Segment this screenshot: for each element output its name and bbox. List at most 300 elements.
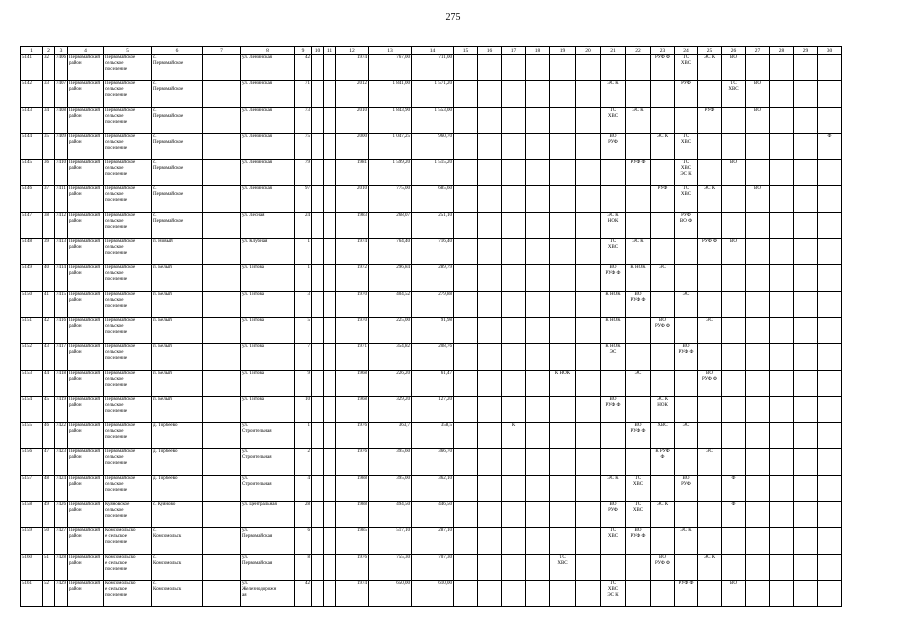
table-cell-col-11 (324, 212, 336, 238)
table-cell-col-11 (324, 475, 336, 501)
table-cell-col-30 (818, 55, 842, 81)
table-cell-col-22: ЭС К (626, 239, 651, 265)
table-cell-col-25 (698, 160, 722, 186)
table-row (21, 554, 842, 580)
table-cell-col-30 (818, 212, 842, 238)
table-cell-col-22 (626, 344, 651, 370)
table-cell-col-24 (675, 239, 698, 265)
table-cell-col-19 (550, 265, 576, 291)
table-cell-col-17 (502, 186, 526, 212)
table-cell-col-3: 7407 (55, 81, 68, 107)
table-cell-col-22: РУФ Ф (626, 160, 651, 186)
table-cell-col-15 (454, 423, 478, 449)
table-cell-col-12: 1974 (336, 55, 369, 81)
table-cell-col-16 (478, 239, 502, 265)
table-cell-col-9: 75 (295, 133, 312, 159)
table-cell-col-5: Первомайское сельское поселение (104, 212, 152, 238)
table-cell-col-28 (770, 107, 794, 133)
table-cell-col-22 (626, 317, 651, 343)
table-cell-col-12: 1988 (336, 475, 369, 501)
table-cell-col-21: ВО РУФ Ф (601, 396, 626, 422)
table-cell-col-20 (576, 449, 601, 475)
table-cell-col-2: 49 (43, 502, 55, 528)
table-cell-col-14: 366,70 (412, 449, 454, 475)
table-cell-col-13: 395,60 (369, 449, 412, 475)
table-row (21, 133, 842, 159)
table-cell-col-30 (818, 81, 842, 107)
table-cell-col-5: Первомайское сельское поселение (104, 81, 152, 107)
table-cell-col-12: 1968 (336, 396, 369, 422)
table-cell-col-29 (794, 370, 818, 396)
table-cell-col-1: 5145 (21, 160, 43, 186)
table-cell-col-23 (651, 107, 675, 133)
table-cell-col-4: Первомайский район (68, 186, 104, 212)
table-cell-col-12: 1974 (336, 580, 369, 606)
column-header-20: 20 (576, 47, 601, 55)
table-cell-col-23: ЭС К (651, 502, 675, 528)
table-cell-col-20 (576, 475, 601, 501)
table-cell-col-19 (550, 528, 576, 554)
table-cell-col-9: 1 (295, 423, 312, 449)
table-cell-col-16 (478, 370, 502, 396)
table-cell-col-16 (478, 212, 502, 238)
table-cell-col-4: Первомайский район (68, 475, 104, 501)
table-cell-col-24: ВО РУФ (675, 475, 698, 501)
table-cell-col-25 (698, 475, 722, 501)
table-cell-col-5: Первомайское сельское поселение (104, 55, 152, 81)
table-cell-col-5: Первомайское сельское поселение (104, 107, 152, 133)
table-cell-col-2: 40 (43, 265, 55, 291)
table-cell-col-2: 37 (43, 186, 55, 212)
table-cell-col-23: РУФ (651, 186, 675, 212)
table-cell-col-29 (794, 133, 818, 159)
table-cell-col-5: Первомайское сельское поселение (104, 186, 152, 212)
table-cell-col-17 (502, 55, 526, 81)
table-cell-col-28 (770, 186, 794, 212)
table-cell-col-15 (454, 81, 478, 107)
table-cell-col-25 (698, 81, 722, 107)
table-cell-col-5: Первомайское сельское поселение (104, 449, 152, 475)
table-cell-col-8: ул. Строительная (241, 475, 295, 501)
table-cell-col-6: с. Первомайское (152, 133, 203, 159)
table-cell-col-13: 296,84 (369, 265, 412, 291)
table-cell-col-30 (818, 344, 842, 370)
table-cell-col-14: 446,50 (412, 502, 454, 528)
column-header-10: 10 (312, 47, 324, 55)
table-row (21, 107, 842, 133)
table-cell-col-7 (203, 55, 241, 81)
table-cell-col-4: Первомайский район (68, 107, 104, 133)
table-cell-col-22: ВО РУФ Ф (626, 528, 651, 554)
column-header-23: 23 (651, 47, 675, 55)
table-cell-col-20 (576, 423, 601, 449)
table-cell-col-2: 35 (43, 133, 55, 159)
table-cell-col-18 (526, 502, 550, 528)
column-header-8: 8 (241, 47, 295, 55)
table-cell-col-8: ул. Ленинская (241, 81, 295, 107)
table-cell-col-13: 764,40 (369, 239, 412, 265)
table-cell-col-29 (794, 396, 818, 422)
table-cell-col-14: 1 515,20 (412, 160, 454, 186)
table-cell-col-18 (526, 160, 550, 186)
table-cell-col-4: Первомайский район (68, 212, 104, 238)
table-cell-col-28 (770, 528, 794, 554)
table-cell-col-2: 45 (43, 396, 55, 422)
table-cell-col-19 (550, 317, 576, 343)
table-cell-col-8: ул. Лесная (241, 212, 295, 238)
table-cell-col-14: 208,76 (412, 344, 454, 370)
table-cell-col-6: с. Комсомольск (152, 528, 203, 554)
table-cell-col-10 (312, 212, 324, 238)
table-cell-col-25: ЭС К (698, 186, 722, 212)
table-cell-col-3: 7412 (55, 212, 68, 238)
table-cell-col-10 (312, 291, 324, 317)
table-cell-col-7 (203, 317, 241, 343)
table-cell-col-14: 711,00 (412, 55, 454, 81)
table-cell-col-26: ВО (722, 55, 746, 81)
table-cell-col-17 (502, 160, 526, 186)
table-cell-col-1: 5158 (21, 502, 43, 528)
table-cell-col-26: Ф (722, 475, 746, 501)
table-cell-col-21: К НОК (601, 317, 626, 343)
table-cell-col-10 (312, 344, 324, 370)
table-cell-col-15 (454, 370, 478, 396)
table-cell-col-1: 5144 (21, 133, 43, 159)
table-cell-col-10 (312, 370, 324, 396)
table-cell-col-23 (651, 239, 675, 265)
table-cell-col-8: ул. Титова (241, 396, 295, 422)
table-cell-col-15 (454, 107, 478, 133)
table-cell-col-10 (312, 265, 324, 291)
table-cell-col-15 (454, 55, 478, 81)
table-cell-col-11 (324, 502, 336, 528)
table-cell-col-9: 97 (295, 186, 312, 212)
table-cell-col-18 (526, 580, 550, 606)
table-cell-col-25 (698, 396, 722, 422)
table-cell-col-1: 5160 (21, 554, 43, 580)
table-cell-col-22 (626, 554, 651, 580)
table-cell-col-23: ХВС (651, 423, 675, 449)
table-cell-col-14: 358,5 (412, 423, 454, 449)
table-cell-col-3: 7414 (55, 265, 68, 291)
table-cell-col-20 (576, 107, 601, 133)
table-cell-col-13: 329,20 (369, 396, 412, 422)
table-cell-col-10 (312, 502, 324, 528)
table-cell-col-9: 7 (295, 344, 312, 370)
column-header-28: 28 (770, 47, 794, 55)
table-cell-col-15 (454, 344, 478, 370)
table-cell-col-24: ЭС К (675, 528, 698, 554)
table-cell-col-30 (818, 291, 842, 317)
table-cell-col-28 (770, 344, 794, 370)
table-cell-col-25 (698, 502, 722, 528)
table-cell-col-11 (324, 396, 336, 422)
table-cell-col-27 (746, 265, 770, 291)
table-cell-col-16 (478, 107, 502, 133)
table-cell-col-4: Первомайский район (68, 423, 104, 449)
table-cell-col-8: ул. Строительная (241, 449, 295, 475)
table-cell-col-15 (454, 212, 478, 238)
table-cell-col-24: ТС ХВС (675, 55, 698, 81)
column-header-30: 30 (818, 47, 842, 55)
table-cell-col-28 (770, 396, 794, 422)
table-cell-col-11 (324, 528, 336, 554)
table-cell-col-14: 1 571,20 (412, 81, 454, 107)
table-cell-col-20 (576, 528, 601, 554)
table-cell-col-1: 5150 (21, 291, 43, 317)
table-cell-col-14: 716,40 (412, 239, 454, 265)
table-cell-col-27 (746, 423, 770, 449)
table-cell-col-8: ул. Железнодорожн ая (241, 580, 295, 606)
table-cell-col-25 (698, 528, 722, 554)
table-cell-col-19 (550, 55, 576, 81)
table-cell-col-26 (722, 554, 746, 580)
table-cell-col-19 (550, 160, 576, 186)
table-cell-col-11 (324, 449, 336, 475)
table-cell-col-22 (626, 449, 651, 475)
table-cell-col-17 (502, 475, 526, 501)
table-cell-col-26 (722, 212, 746, 238)
table-row (21, 423, 842, 449)
table-cell-col-22 (626, 55, 651, 81)
table-cell-col-13: 1 843,90 (369, 107, 412, 133)
table-cell-col-13: 1 599,20 (369, 160, 412, 186)
table-cell-col-7 (203, 160, 241, 186)
table-cell-col-30 (818, 186, 842, 212)
table-cell-col-17 (502, 81, 526, 107)
table-cell-col-19 (550, 580, 576, 606)
table-cell-col-15 (454, 580, 478, 606)
table-cell-col-25 (698, 291, 722, 317)
table-cell-col-17 (502, 239, 526, 265)
table-cell-col-25 (698, 133, 722, 159)
table-cell-col-19 (550, 107, 576, 133)
table-cell-col-23 (651, 370, 675, 396)
table-cell-col-3: 7415 (55, 291, 68, 317)
table-cell-col-10 (312, 133, 324, 159)
table-cell-col-11 (324, 344, 336, 370)
table-cell-col-12: 1988 (336, 502, 369, 528)
table-cell-col-30 (818, 475, 842, 501)
table-row (21, 370, 842, 396)
table-cell-col-16 (478, 449, 502, 475)
table-cell-col-10 (312, 423, 324, 449)
table-cell-col-5: Первомайское сельское поселение (104, 291, 152, 317)
table-cell-col-29 (794, 81, 818, 107)
table-cell-col-11 (324, 317, 336, 343)
table-cell-col-21 (601, 370, 626, 396)
table-cell-col-17 (502, 107, 526, 133)
table-cell-col-16 (478, 186, 502, 212)
table-cell-col-4: Первомайский район (68, 160, 104, 186)
table-cell-col-15 (454, 160, 478, 186)
table-cell-col-10 (312, 396, 324, 422)
table-cell-col-26 (722, 265, 746, 291)
table-cell-col-8: ул. Ленинская (241, 55, 295, 81)
table-cell-col-27 (746, 396, 770, 422)
table-cell-col-19 (550, 133, 576, 159)
table-cell-col-15 (454, 265, 478, 291)
table-cell-col-9: 4 (295, 475, 312, 501)
table-cell-col-24 (675, 265, 698, 291)
table-cell-col-1: 5155 (21, 423, 43, 449)
table-cell-col-10 (312, 317, 324, 343)
table-cell-col-5: Первомайское сельское поселение (104, 370, 152, 396)
table-cell-col-6: с. Комсомольск (152, 580, 203, 606)
table-cell-col-12: 2012 (336, 81, 369, 107)
table-cell-col-2: 42 (43, 317, 55, 343)
table-cell-col-3: 7408 (55, 107, 68, 133)
table-cell-col-21: ЭС К НОК (601, 212, 626, 238)
table-cell-col-8: ул. Титова (241, 291, 295, 317)
table-cell-col-28 (770, 554, 794, 580)
table-cell-col-20 (576, 554, 601, 580)
table-cell-col-16 (478, 475, 502, 501)
table-cell-col-27 (746, 475, 770, 501)
table-cell-col-24: ТС ХВС ЭС К (675, 160, 698, 186)
table-cell-col-3: 7424 (55, 475, 68, 501)
table-cell-col-3: 7413 (55, 239, 68, 265)
table-cell-col-13: 226,20 (369, 370, 412, 396)
table-cell-col-21 (601, 160, 626, 186)
column-header-11: 11 (324, 47, 336, 55)
table-cell-col-12: 1970 (336, 291, 369, 317)
table-cell-col-29 (794, 554, 818, 580)
table-cell-col-17 (502, 580, 526, 606)
table-cell-col-18 (526, 317, 550, 343)
table-cell-col-3: 7410 (55, 160, 68, 186)
table-cell-col-26: ВО (722, 580, 746, 606)
table-row (21, 344, 842, 370)
table-cell-col-29 (794, 423, 818, 449)
table-cell-col-28 (770, 133, 794, 159)
table-cell-col-25: ЭС К (698, 554, 722, 580)
table-cell-col-3: 7427 (55, 528, 68, 554)
table-cell-col-8: ул. Ленинская (241, 107, 295, 133)
table-cell-col-8: ул. Титова (241, 344, 295, 370)
table-cell-col-28 (770, 580, 794, 606)
table-cell-col-26: ТС ХВС (722, 81, 746, 107)
table-cell-col-12: 1976 (336, 554, 369, 580)
table-cell-col-23 (651, 81, 675, 107)
table-cell-col-3: 7411 (55, 186, 68, 212)
table-cell-col-13: 404,52 (369, 291, 412, 317)
table-cell-col-7 (203, 186, 241, 212)
table-cell-col-9: 2 (295, 449, 312, 475)
table-cell-col-13: 363,7 (369, 423, 412, 449)
table-cell-col-24 (675, 449, 698, 475)
table-cell-col-17 (502, 265, 526, 291)
table-cell-col-18 (526, 344, 550, 370)
table-cell-col-29 (794, 55, 818, 81)
table-cell-col-30 (818, 423, 842, 449)
table-cell-col-21: ВО РУФ Ф (601, 265, 626, 291)
column-header-24: 24 (675, 47, 698, 55)
table-cell-col-18 (526, 449, 550, 475)
table-cell-col-28 (770, 449, 794, 475)
table-cell-col-24 (675, 554, 698, 580)
table-cell-col-29 (794, 580, 818, 606)
table-cell-col-8: ул. Центральная (241, 502, 295, 528)
table-cell-col-18 (526, 239, 550, 265)
table-cell-col-16 (478, 528, 502, 554)
table-cell-col-9: 24 (295, 212, 312, 238)
table-cell-col-29 (794, 107, 818, 133)
table-cell-col-26 (722, 291, 746, 317)
table-cell-col-24: ЭС (675, 291, 698, 317)
table-cell-col-22 (626, 186, 651, 212)
table-cell-col-22 (626, 81, 651, 107)
table-cell-col-2: 33 (43, 81, 55, 107)
table-cell-col-2: 51 (43, 554, 55, 580)
table-cell-col-4: Первомайский район (68, 317, 104, 343)
table-cell-col-17 (502, 449, 526, 475)
table-cell-col-2: 34 (43, 107, 55, 133)
table-cell-col-18 (526, 291, 550, 317)
table-cell-col-4: Первомайский район (68, 396, 104, 422)
registry-table (20, 46, 842, 607)
table-cell-col-18 (526, 475, 550, 501)
table-cell-col-20 (576, 502, 601, 528)
table-cell-col-11 (324, 370, 336, 396)
table-cell-col-18 (526, 107, 550, 133)
table-cell-col-8: ул. Титова (241, 265, 295, 291)
table-cell-col-9: 73 (295, 107, 312, 133)
table-cell-col-26: Ф (722, 502, 746, 528)
table-cell-col-21: ЭС К (601, 475, 626, 501)
table-cell-col-25: РУФ Ф (698, 239, 722, 265)
table-cell-col-18 (526, 133, 550, 159)
table-cell-col-21: ТС ХВС (601, 107, 626, 133)
table-cell-col-3: 7417 (55, 344, 68, 370)
table-cell-col-15 (454, 502, 478, 528)
column-header-22: 22 (626, 47, 651, 55)
table-cell-col-28 (770, 212, 794, 238)
table-cell-col-19 (550, 502, 576, 528)
table-cell-col-1: 5161 (21, 580, 43, 606)
table-cell-col-5: Первомайское сельское поселение (104, 317, 152, 343)
table-cell-col-25 (698, 580, 722, 606)
table-row (21, 265, 842, 291)
table-cell-col-28 (770, 317, 794, 343)
table-cell-col-14: 287,10 (412, 528, 454, 554)
table-cell-col-14: 1 553,00 (412, 107, 454, 133)
table-cell-col-9: 10 (295, 396, 312, 422)
table-cell-col-7 (203, 370, 241, 396)
table-cell-col-20 (576, 55, 601, 81)
table-row (21, 160, 842, 186)
table-cell-col-17: К (502, 423, 526, 449)
table-cell-col-20 (576, 160, 601, 186)
table-cell-col-11 (324, 291, 336, 317)
table-cell-col-20 (576, 291, 601, 317)
table-cell-col-12: 1981 (336, 160, 369, 186)
table-cell-col-23: К РУФ Ф (651, 449, 675, 475)
table-cell-col-16 (478, 265, 502, 291)
table-cell-col-14: 251,10 (412, 212, 454, 238)
table-cell-col-30 (818, 396, 842, 422)
table-cell-col-10 (312, 580, 324, 606)
table-cell-col-7 (203, 239, 241, 265)
table-cell-col-29 (794, 265, 818, 291)
table-cell-col-1: 5152 (21, 344, 43, 370)
column-header-7: 7 (203, 47, 241, 55)
column-header-6: 6 (152, 47, 203, 55)
table-cell-col-17 (502, 528, 526, 554)
table-cell-col-6: п. Белый (152, 291, 203, 317)
table-cell-col-14: 127,20 (412, 396, 454, 422)
table-cell-col-5: Комсомольско е сельское поселение (104, 528, 152, 554)
